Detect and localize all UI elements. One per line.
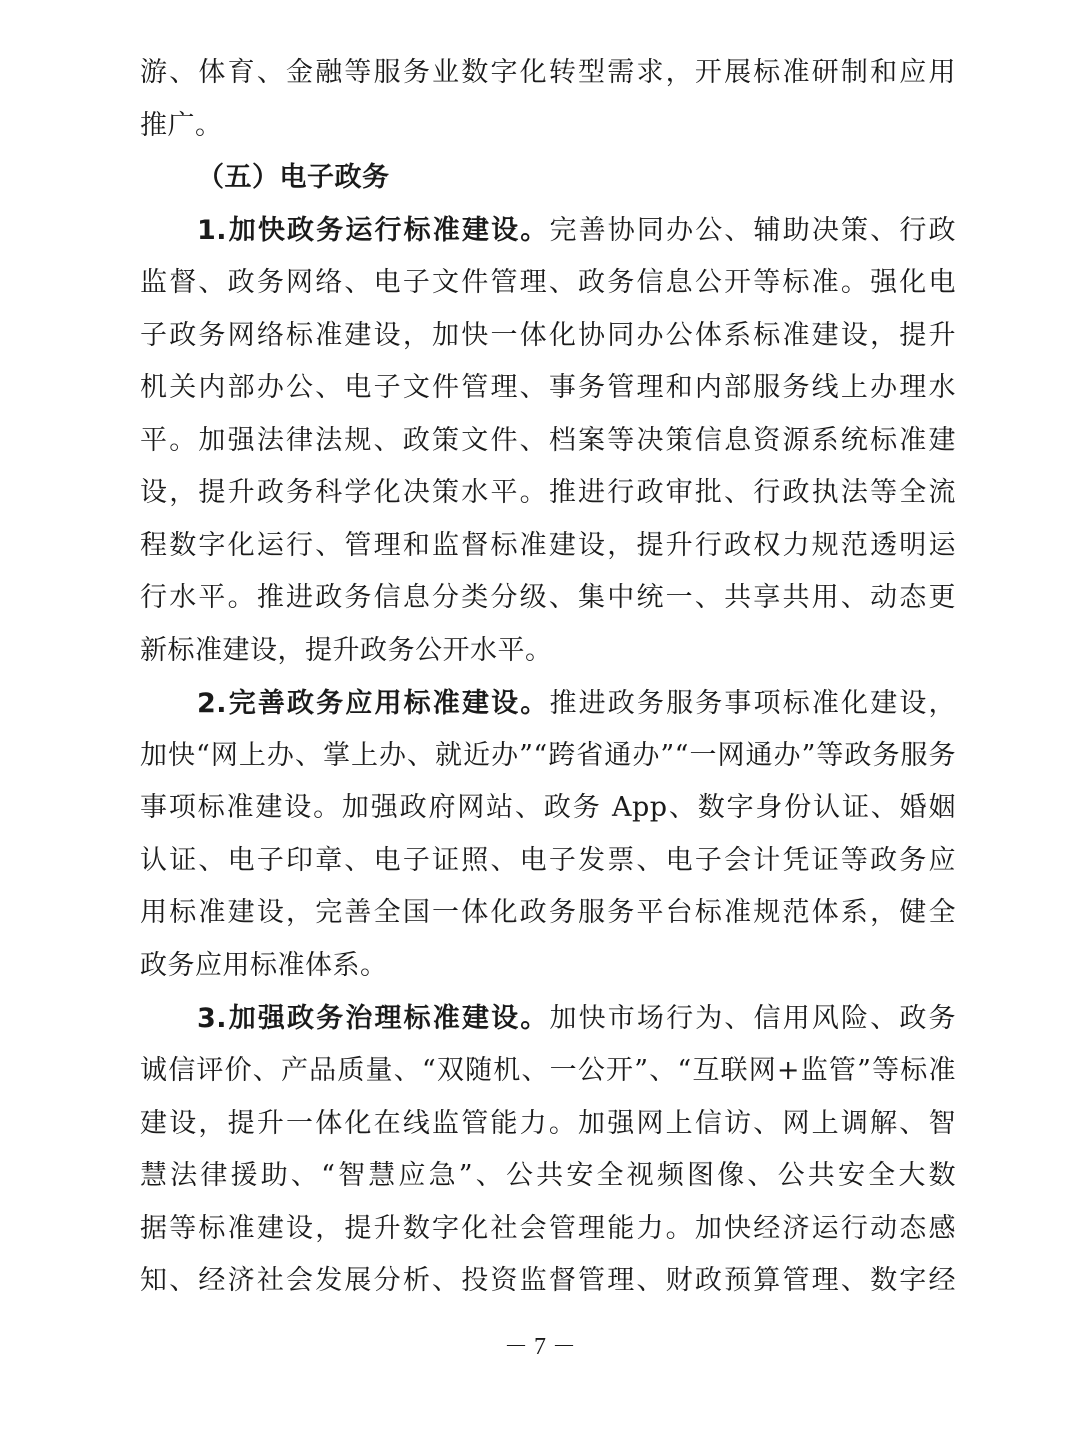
paragraph-line: 认证、电子印章、电子证照、电子发票、电子会计凭证等政务应 [140,845,956,876]
paragraph-line: 诚信评价、产品质量、“双随机、一公开”、“互联网+监管”等标准 [140,1055,956,1086]
section-heading: （五）电子政务 [197,162,390,193]
paragraph-line: 用标准建设，完善全国一体化政务服务平台标准规范体系，健全 [140,897,956,928]
item-2-title: 2.完善政务应用标准建设。 [197,688,550,719]
item-1-title: 1.加快政务运行标准建设。 [197,215,550,246]
page-number: － 7 － [504,1334,576,1360]
paragraph-line: 慧法律援助、“智慧应急”、公共安全视频图像、公共安全大数 [140,1160,956,1191]
paragraph-line: 设，提升政务科学化决策水平。推进行政审批、行政执法等全流 [140,477,956,508]
paragraph-line: 子政务网络标准建设，加快一体化协同办公体系标准建设，提升 [140,320,956,351]
paragraph-line: 游、体育、金融等服务业数字化转型需求，开展标准研制和应用 [140,57,956,88]
item-3-title: 3.加强政务治理标准建设。 [197,1003,550,1034]
item-2-text: 推进政务服务事项标准化建设， [549,688,957,719]
paragraph-line: 事项标准建设。加强政府网站、政务 App、数字身份认证、婚姻 [140,792,956,823]
paragraph-line: 据等标准建设，提升数字化社会管理能力。加快经济运行动态感 [140,1213,956,1244]
paragraph-line: 建设，提升一体化在线监管能力。加强网上信访、网上调解、智 [140,1108,956,1139]
item-1-text: 完善协同办公、辅助决策、行政 [549,215,957,246]
paragraph-line: 程数字化运行、管理和监督标准建设，提升行政权力规范透明运 [140,530,956,561]
paragraph-line: 行水平。推进政务信息分类分级、集中统一、共享共用、动态更 [140,582,956,613]
paragraph-line: 加快“网上办、掌上办、就近办”“跨省通办”“一网通办”等政务服务 [140,740,956,771]
item-3-text: 加快市场行为、信用风险、政务 [549,1003,957,1034]
paragraph-line: 推广。 [140,110,223,141]
paragraph-line: 知、经济社会发展分析、投资监督管理、财政预算管理、数字经 [140,1265,956,1296]
paragraph-line: 机关内部办公、电子文件管理、事务管理和内部服务线上办理水 [140,372,956,403]
item-2-first-line [197,684,956,724]
item-1-first-line [197,211,956,251]
paragraph-line: 平。加强法律法规、政策文件、档案等决策信息资源系统标准建 [140,425,956,456]
paragraph-line: 政务应用标准体系。 [140,950,388,981]
paragraph-line: 监督、政务网络、电子文件管理、政务信息公开等标准。强化电 [140,267,956,298]
item-3-first-line [197,999,956,1039]
paragraph-line: 新标准建设，提升政务公开水平。 [140,635,553,666]
